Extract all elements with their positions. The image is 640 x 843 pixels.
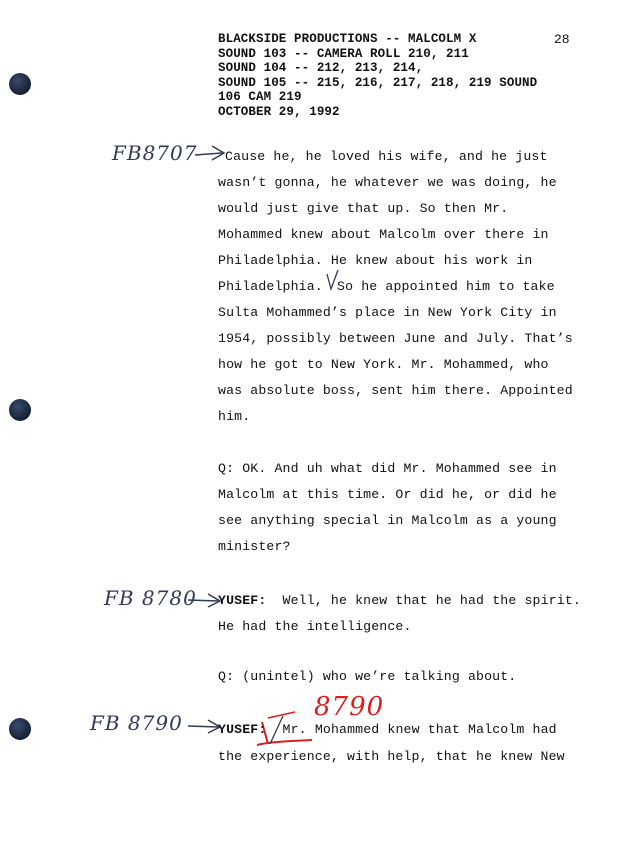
body-line: him.	[218, 409, 251, 424]
handwritten-fb-number-2: FB 8780	[104, 586, 197, 610]
body-line: would just give that up. So then Mr.	[218, 201, 509, 216]
answer-line	[218, 593, 581, 608]
body-line: Philadelphia. He knew about his work in	[218, 253, 533, 268]
document-header	[218, 32, 578, 119]
binder-hole-middle	[9, 399, 31, 421]
answer-line	[218, 722, 557, 737]
body-line: Philadelphia.	[218, 279, 323, 294]
body-line: So he appointed him to take	[337, 279, 555, 294]
header-line: BLACKSIDE PRODUCTIONS -- MALCOLM X	[218, 32, 477, 46]
header-line: OCTOBER 29, 1992	[218, 104, 340, 119]
header-line: 106 CAM 219	[218, 90, 302, 104]
speaker-label: YUSEF:	[218, 593, 267, 608]
handwritten-red-number: 8790	[314, 692, 385, 722]
answer-line: He had the intelligence.	[218, 619, 412, 634]
page-number: 28	[554, 32, 570, 47]
question-line: Q: OK. And uh what did Mr. Mohammed see in	[218, 461, 557, 476]
body-line: how he got to New York. Mr. Mohammed, who	[218, 357, 549, 372]
answer-line: the experience, with help, that he knew New	[218, 749, 565, 764]
answer-word-mr: Mr.	[282, 722, 307, 737]
arrow-1	[195, 153, 222, 155]
question-line: minister?	[218, 539, 291, 554]
body-line: 1954, possibly between June and July. That’s	[218, 331, 573, 346]
answer-text: Well, he knew that he had the spirit.	[282, 593, 581, 608]
body-line: wasn’t gonna, he whatever we was doing, he	[218, 175, 557, 190]
question-line: see anything special in Malcolm as a young	[218, 513, 557, 528]
handwritten-fb-number-1: FB8707	[112, 141, 198, 165]
header-line: SOUND 103 -- CAMERA ROLL 210, 211	[218, 46, 469, 61]
body-line: was absolute boss, sent him there. Appointed	[218, 383, 573, 398]
body-line: Cause he, he loved his wife, and he just	[225, 149, 548, 164]
red-edit-line	[257, 740, 312, 745]
binder-hole-top	[9, 73, 31, 95]
question-line: Malcolm at this time. Or did he, or did he	[218, 487, 557, 502]
speaker-label: YUSEF:	[218, 722, 267, 737]
binder-hole-bottom	[9, 718, 31, 740]
question-line: Q: (unintel) who we’re talking about.	[218, 669, 517, 684]
answer-text: Mohammed knew that Malcolm had	[314, 722, 557, 737]
body-line: Mohammed knew about Malcolm over there in	[218, 227, 549, 242]
header-line: SOUND 104 -- 212, 213, 214,	[218, 61, 424, 75]
arrow-3	[188, 726, 218, 727]
header-line: SOUND 105 -- 215, 216, 217, 218, 219 SOUND	[218, 75, 538, 90]
handwritten-fb-number-3: FB 8790	[90, 711, 183, 735]
body-line: Sulta Mohammed’s place in New York City in	[218, 305, 557, 320]
